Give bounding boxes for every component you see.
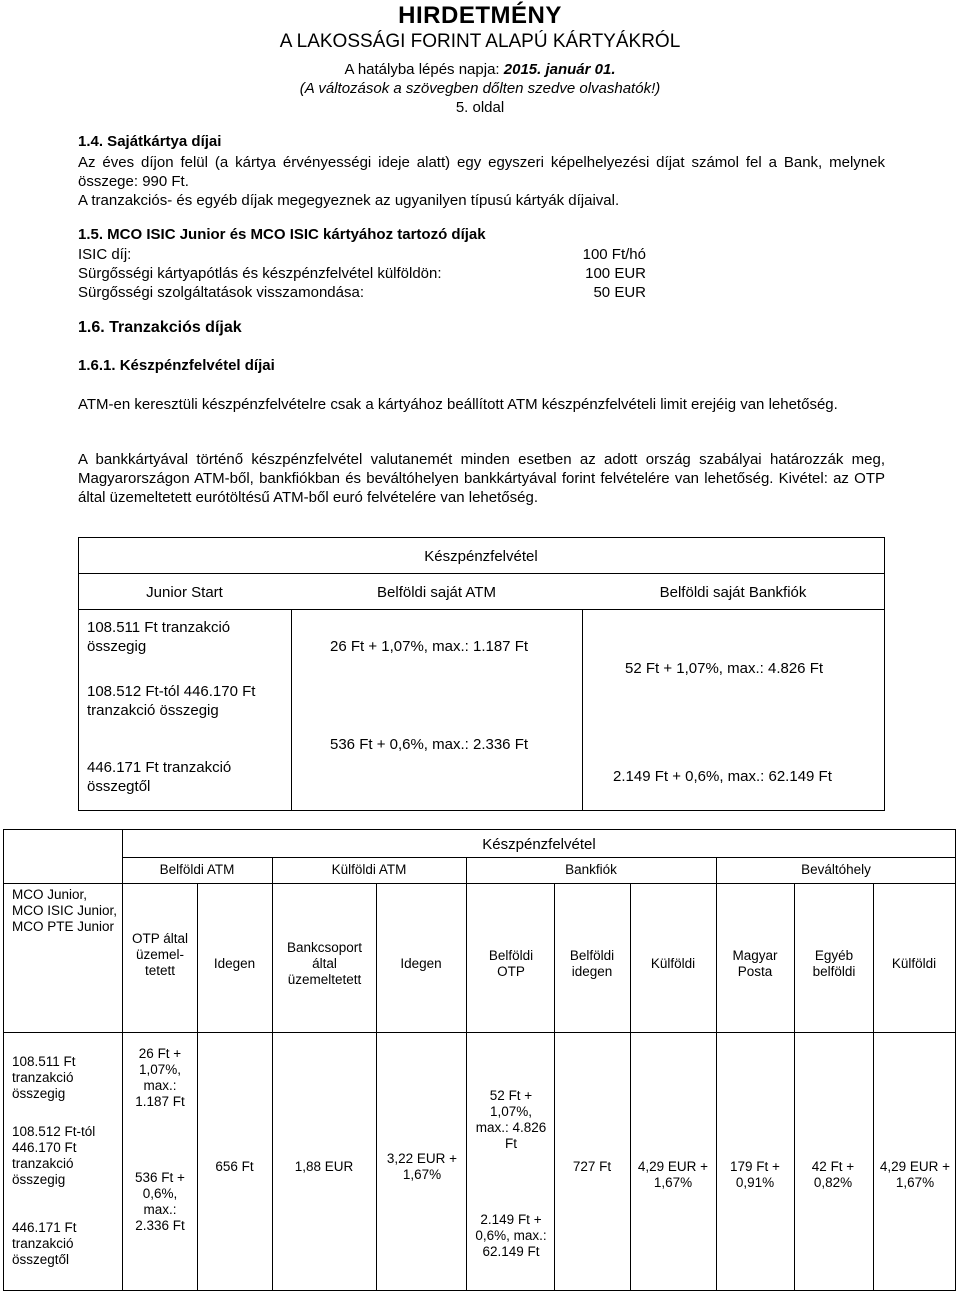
table2-otp-atm-value: 536 Ft + 0,6%, max.: 2.336 Ft [135,1170,185,1233]
table2-col-divider [794,883,795,1291]
table1-border-top [78,537,884,538]
table1-row-label: 108.511 Ft tranzakció összegig [87,619,231,655]
table1-row-label: 108.512 Ft-tól 446.170 Ft tranzakció összegig [87,683,256,719]
table2-border [3,1032,956,1033]
table2-col-divider [630,883,631,1291]
section-1-4-para1: Az éves díjon felül (a kártya érvényességi ideje alatt) egy egyszeri képelhelyezési díjat számol fel a Bank, melynek összege: 990 Ft. [78,154,885,190]
table2-col-divider [122,829,123,1291]
table1-border-left [78,537,79,811]
table2-col-divider [716,857,717,1291]
table1-border-bottom [78,810,884,811]
table2-idegen-atm-value: 656 Ft [215,1159,254,1174]
table2-row-label: 108.512 Ft-tól 446.170 Ft tranzakció összegig [12,1124,96,1187]
changes-note: (A változások a szövegben dőlten szedve olvashatók!) [299,80,661,97]
table2-sub-belfoldi-otp: Belföldi OTP [488,948,534,979]
table2-row-label: 446.171 Ft tranzakció összegtől [12,1220,77,1267]
section-1-5-heading: 1.5. MCO ISIC Junior és MCO ISIC kártyához tartozó díjak [78,226,486,243]
table2-sub-magyar-posta: Magyar Posta [732,948,778,979]
table2-sub-bankcsoport: Bankcsoport által üzemeltetett [286,940,363,987]
table1-border [78,573,884,574]
document-subtitle: A LAKOSSÁGI FORINT ALAPÚ KÁRTYÁKRÓL [279,31,681,52]
table2-group-kulfoldi-atm: Külföldi ATM [331,862,407,877]
table2-otp-atm-value: 26 Ft + 1,07%, max.: 1.187 Ft [135,1046,185,1109]
table2-belfoldi-otp-value: 52 Ft + 1,07%, max.: 4.826 Ft [475,1088,547,1151]
table2-col-divider [197,883,198,1291]
table2-border-top [3,829,956,830]
table2-sub-belfoldi-idegen: Belföldi idegen [569,948,615,979]
table2-sub-otp-atm: OTP által üzemel-tetett [131,931,189,978]
table1-atm-value: 536 Ft + 0,6%, max.: 2.336 Ft [330,736,529,753]
table2-border [3,883,956,884]
isic-fee-value: 100 Ft/hó [582,246,646,263]
table2-sub-kulfoldi-bevaltohely: Külföldi [891,956,937,971]
table1-branch-value: 2.149 Ft + 0,6%, max.: 62.149 Ft [613,768,832,785]
table2-belfoldi-otp-value: 2.149 Ft + 0,6%, max.: 62.149 Ft [475,1212,547,1259]
table1-title: Készpénzfelvétel [424,548,538,565]
table1-row-label: 446.171 Ft tranzakció összegtől [87,759,232,795]
section-1-6-heading: 1.6. Tranzakciós díjak [78,319,242,336]
table2-sub-idegen-kulfoldi: Idegen [400,956,442,971]
section-1-4-para2: A tranzakciós- és egyéb díjak megegyeznek az ugyanilyen típusú kártyák díjaival. [78,192,620,209]
table2-row-label: 108.511 Ft tranzakció összegig [12,1054,76,1101]
effective-date-label: A hatályba lépés napja: [344,61,504,78]
section-1-6-1-para1: ATM-en keresztüli készpénzfelvételre csak a kártyához beállított ATM készpénzfelvételi limit erejéig van lehetőség. [78,396,838,413]
table2-magyar-posta-value: 179 Ft + 0,91% [730,1159,780,1190]
table2-col-divider [376,883,377,1291]
table1-border-right [884,537,885,811]
table2-kulfoldi-bevaltohely-value: 4,29 EUR + 1,67% [879,1159,951,1190]
table1-border [78,609,884,610]
document-title: HIRDETMÉNY [398,2,562,29]
emergency-replacement-value: 100 EUR [585,265,646,282]
emergency-cancel-value: 50 EUR [593,284,646,301]
effective-date [0,61,960,78]
effective-date-value: 2015. január 01. [503,61,616,78]
table2-group-belfoldi-atm: Belföldi ATM [159,862,235,877]
table2-col-divider [466,857,467,1291]
table2-group-bevaltohely: Beváltóhely [801,862,871,877]
table2-col-divider [272,857,273,1291]
table2-sub-kulfoldi-bankfiok: Külföldi [650,956,696,971]
table1-col-divider [582,609,583,811]
table2-bankcsoport-value: 1,88 EUR [294,1159,354,1174]
table2-belfoldi-idegen-value: 727 Ft [572,1159,612,1174]
table2-sub-idegen-atm: Idegen [213,956,256,971]
table1-atm-value: 26 Ft + 1,07%, max.: 1.187 Ft [330,638,529,655]
table2-col-divider [554,883,555,1291]
table2-title: Készpénzfelvétel [482,836,596,853]
table2-idegen-kulfoldi-value: 3,22 EUR + 1,67% [386,1151,458,1182]
table2-border-right [955,829,956,1291]
emergency-replacement-label: Sürgősségi kártyapótlás és készpénzfelvétel külföldön: [78,265,442,282]
table1-branch-value: 52 Ft + 1,07%, max.: 4.826 Ft [625,660,824,677]
section-1-6-1-heading: 1.6.1. Készpénzfelvétel díjai [78,357,275,374]
table1-header-atm: Belföldi saját ATM [377,584,496,601]
table2-egyeb-belfoldi-value: 42 Ft + 0,82% [811,1159,855,1190]
isic-fee-label: ISIC díj: [78,246,132,263]
table2-sub-egyeb-belfoldi: Egyéb belföldi [812,948,856,979]
table1-header-branch: Belföldi saját Bankfiók [659,584,807,601]
section-1-6-1-para2: A bankkártyával történő készpénzfelvétel valutanemét minden esetben az adott ország szabályai határozzák meg, Magyarországon ATM-ből, bankfiókban és beváltóhelyen bankkártyával forint felvételére van lehetőség. Kivétel: az OTP által üzemeltetett eurótöltésű ATM-ből euró felvételére van lehetőség. [78,451,885,506]
table2-kulfoldi-bankfiok-value: 4,29 EUR + 1,67% [637,1159,709,1190]
table1-header-junior-start: Junior Start [146,584,223,601]
table2-border-left [3,829,4,1291]
table2-card-label: MCO Junior, MCO ISIC Junior, MCO PTE Junior [12,887,118,934]
table2-col-divider [873,883,874,1291]
section-1-4-heading: 1.4. Sajátkártya díjai [78,133,222,150]
table2-border-bottom [3,1290,956,1291]
table2-border [122,857,956,858]
emergency-cancel-label: Sürgősségi szolgáltatások visszamondása: [78,284,364,301]
table2-group-bankfiok: Bankfiók [565,862,617,877]
table1-col-divider [291,609,292,811]
page-number: 5. oldal [455,99,505,116]
